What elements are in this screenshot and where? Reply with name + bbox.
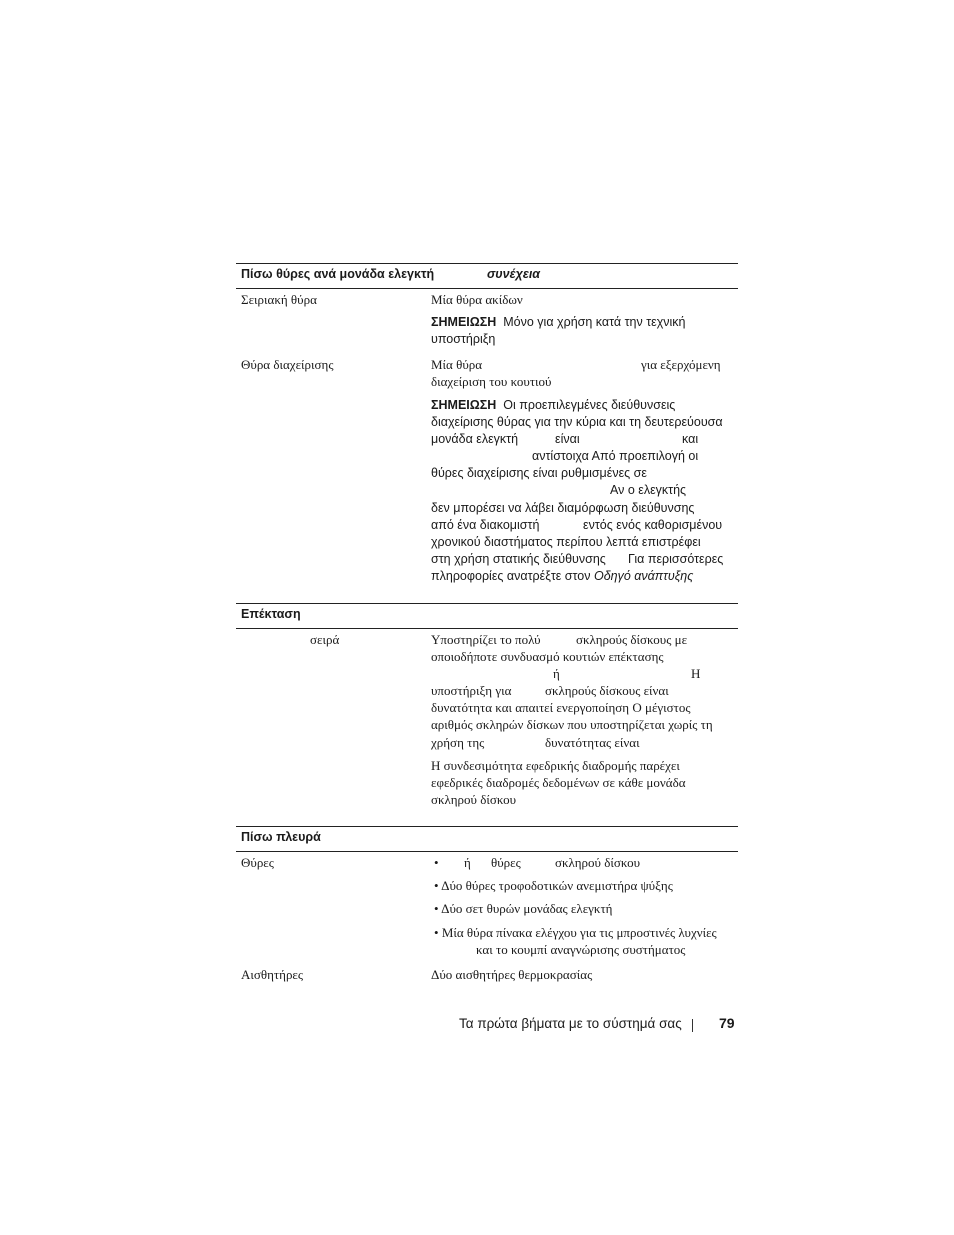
bullet-text: Δύο θύρες τροφοδοτικών ανεμιστήρα ψύξης [441, 878, 673, 893]
section-rule-ports [236, 288, 738, 289]
footer-title: Τα πρώτα βήματα με το σύστημά σας [459, 1016, 682, 1031]
management-note-line6: Αν ο ελεγκτής [610, 483, 687, 497]
management-port-label: Θύρα διαχείρισης [241, 357, 334, 372]
expansion-line3b: Η [691, 666, 701, 681]
management-note-line3b: είναι [555, 432, 580, 446]
page-number: 79 [719, 1015, 735, 1031]
management-port-value: Μία θύρα [431, 357, 483, 372]
redundant-path-line3: σκληρού δίσκου [431, 792, 517, 807]
expansion-series-label: σειρά [310, 632, 340, 647]
expansion-line1a: Υποστηρίζει το πολύ [431, 632, 541, 647]
bullet-hdd-ports-a: ή [464, 855, 471, 870]
sensors-value: Δύο αισθητήρες θερμοκρασίας [431, 967, 593, 982]
management-note-line8a: από ένα διακομιστή [431, 518, 540, 532]
expansion-line4a: υποστήριξη για [431, 683, 512, 698]
management-note-line2: διαχείρισης θύρας για την κύρια και τη δευτερεύουσα [431, 415, 723, 429]
expansion-line7a: χρήση της [431, 735, 485, 750]
section-heading-ports: Πίσω θύρες ανά μονάδα ελεγκτή [241, 267, 435, 281]
management-note-line4: αντίστοιχα Από προεπιλογή οι [532, 449, 699, 463]
expansion-line5: δυνατότητα και απαιτεί ενεργοποίηση Ο μέγιστος [431, 700, 691, 715]
expansion-line3a: ή [553, 666, 560, 681]
management-note-line9: χρονικού διαστήματος περίπου λεπτά επιστρέφει [431, 535, 701, 549]
note-text: Οι προεπιλεγμένες διεύθυνσεις [503, 398, 676, 412]
management-note-line1 [431, 398, 675, 412]
bullet-hdd-ports-b: θύρες [491, 855, 521, 870]
table-top-rule [236, 263, 738, 264]
management-note-line3c: και [682, 432, 699, 446]
footer-separator [692, 1019, 693, 1032]
section-rule-expansion-top [236, 603, 738, 604]
redundant-path-line1: Η συνδεσιμότητα εφεδρικής διαδρομής παρέχει [431, 758, 680, 773]
bullet-fan-ports [434, 878, 673, 894]
note-text: Μόνο για χρήση κατά την τεχνική [503, 315, 686, 329]
management-port-value-line2: διαχείριση του κουτιού [431, 374, 552, 389]
section-heading-expansion: Επέκταση [241, 607, 301, 621]
management-note-line7: δεν μπορέσει να λάβει διαμόρφωση διεύθυνσης [431, 501, 695, 515]
note-label: ΣΗΜΕΙΩΣΗ [431, 315, 497, 329]
bullet-hdd-ports [434, 855, 439, 871]
section-heading-back: Πίσω πλευρά [241, 830, 321, 844]
serial-note [431, 315, 686, 329]
bullet-control-panel-port [434, 925, 717, 941]
section-rule-expansion [236, 628, 738, 629]
management-note-line3a: μονάδα ελεγκτή [431, 432, 519, 446]
bullet-dot: • [434, 901, 439, 916]
serial-note-line2: υποστήριξη [431, 332, 496, 346]
expansion-line6: αριθμός σκληρών δίσκων που υποστηρίζεται χωρίς τη [431, 717, 713, 732]
bullet-text: Μία θύρα πίνακα ελέγχου για τις μπροστινές λυχνίες [441, 925, 717, 940]
management-note-line8b: εντός ενός καθορισμένου [583, 518, 723, 532]
serial-port-value: Μία θύρα ακίδων [431, 292, 523, 307]
note-label: ΣΗΜΕΙΩΣΗ [431, 398, 497, 412]
section-rule-back-top [236, 826, 738, 827]
management-note-line5: θύρες διαχείρισης είναι ρυθμισμένες σε [431, 466, 647, 480]
bullet-control-panel-port-line2: και το κουμπί αναγνώρισης συστήματος [476, 942, 686, 957]
section-rule-back [236, 851, 738, 852]
bullet-dot: • [434, 925, 439, 940]
bullet-controller-ports [434, 901, 612, 917]
serial-port-label: Σειριακή θύρα [241, 292, 317, 307]
management-note-line10b: Για περισσότερες [628, 552, 724, 566]
redundant-path-line2: εφεδρικές διαδρομές δεδομένων σε κάθε μονάδα [431, 775, 686, 790]
management-note-line11 [431, 569, 693, 583]
expansion-line4b: σκληρούς δίσκους είναι [545, 683, 669, 698]
bullet-text: Δύο σετ θυρών μονάδας ελεγκτή [441, 901, 613, 916]
section-heading-continued: συνέχεια [487, 267, 541, 281]
back-ports-label: Θύρες [241, 855, 274, 870]
note-text: πληροφορίες ανατρέξτε στον [431, 569, 591, 583]
management-port-value-b: για εξερχόμενη [641, 357, 721, 372]
bullet-hdd-ports-c: σκληρού δίσκου [555, 855, 641, 870]
deployment-guide-ref: Οδηγό ανάπτυξης [593, 569, 694, 583]
expansion-line7b: δυνατότητας είναι [545, 735, 640, 750]
expansion-line2: οποιοδήποτε συνδυασμό κουτιών επέκτασης [431, 649, 664, 664]
sensors-label: Αισθητήρες [241, 967, 304, 982]
bullet-dot: • [434, 855, 439, 870]
management-note-line10a: στη χρήση στατικής διεύθυνσης [431, 552, 606, 566]
expansion-line1b: σκληρούς δίσκους με [576, 632, 688, 647]
bullet-dot: • [434, 878, 439, 893]
